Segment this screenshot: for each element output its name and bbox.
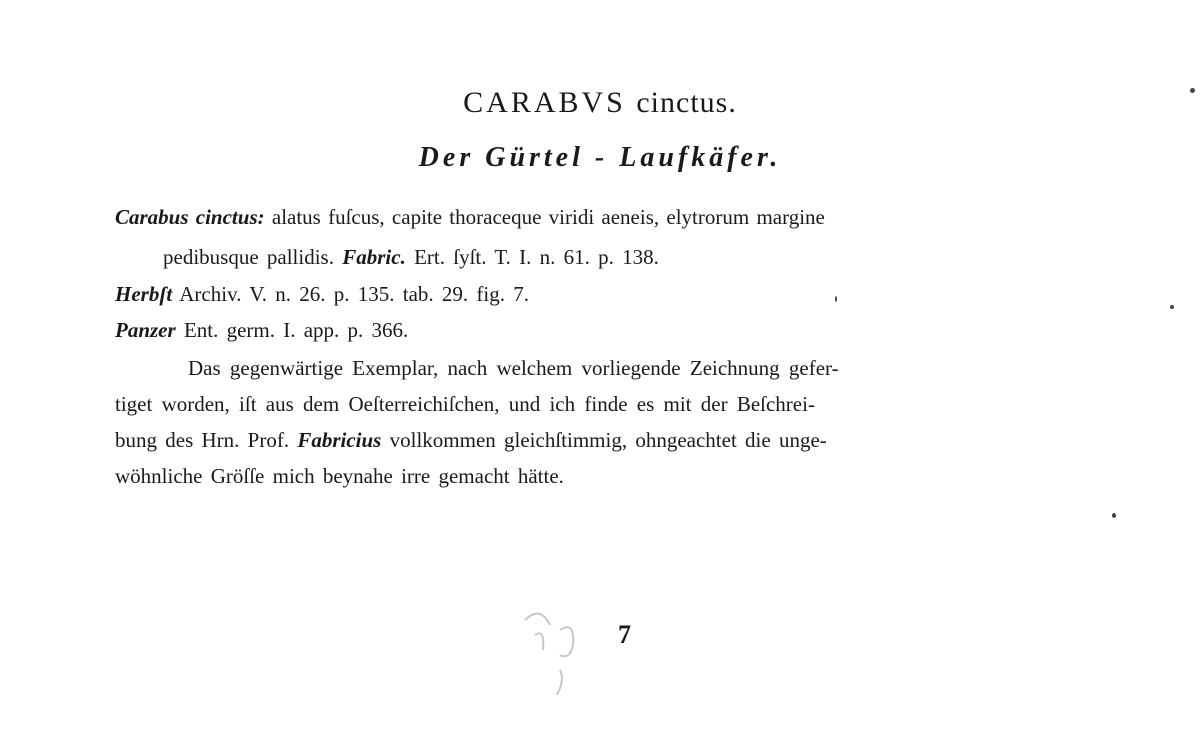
paragraph-line-3 — [115, 428, 827, 453]
paper-speck — [1112, 513, 1116, 518]
paragraph-line-2: tiget worden, iſt aus dem Oeſterreichiſchen, und ich finde es mit der Beſchrei- — [115, 392, 815, 416]
synonym-author: Panzer — [115, 318, 176, 342]
paragraph-line-1: Das gegenwärtige Exemplar, nach welchem vorliegende Zeichnung gefer- — [188, 356, 839, 380]
paragraph-text: vollkommen gleichſtimmig, ohngeachtet die unge- — [389, 428, 827, 452]
genus-name: CARABVS — [463, 86, 626, 119]
reference-author: Fabric. — [342, 245, 406, 269]
synonymy-line-2 — [163, 245, 659, 270]
paper-speck — [1170, 305, 1174, 309]
synonymy-line-3 — [115, 282, 529, 307]
synonym-text: alatus fuſcus, capite thoraceque viridi aeneis, elytrorum margine — [271, 205, 825, 229]
paragraph-text: bung des Hrn. Prof. — [115, 428, 290, 452]
synonym-text: Ent. germ. I. app. p. 366. — [183, 318, 409, 342]
reference-text: Ert. ſyſt. T. I. n. 61. p. 138. — [414, 245, 659, 269]
synonym-author: Carabus cinctus: — [115, 205, 265, 229]
synonymy-line-4 — [115, 318, 408, 343]
cited-author: Fabricius — [297, 428, 382, 452]
page-number: 7 — [618, 620, 631, 649]
synonym-author: Herbſt — [115, 282, 173, 306]
paragraph-line-4: wöhnliche Gröſſe mich beynahe irre gemacht hätte. — [115, 464, 564, 488]
synonymy-line-1 — [115, 205, 825, 230]
page-subtitle: Der Gürtel - Laufkäfer. — [418, 142, 782, 173]
pencil-mark-icon — [515, 600, 595, 700]
page-title — [0, 86, 1200, 120]
species-name: cinctus. — [636, 86, 737, 119]
paper-speck — [1190, 88, 1195, 93]
synonym-text: Archiv. V. n. 26. p. 135. tab. 29. fig. 7. — [179, 282, 530, 306]
synonym-text: pedibusque pallidis. — [163, 245, 334, 269]
paper-speck — [835, 296, 837, 302]
